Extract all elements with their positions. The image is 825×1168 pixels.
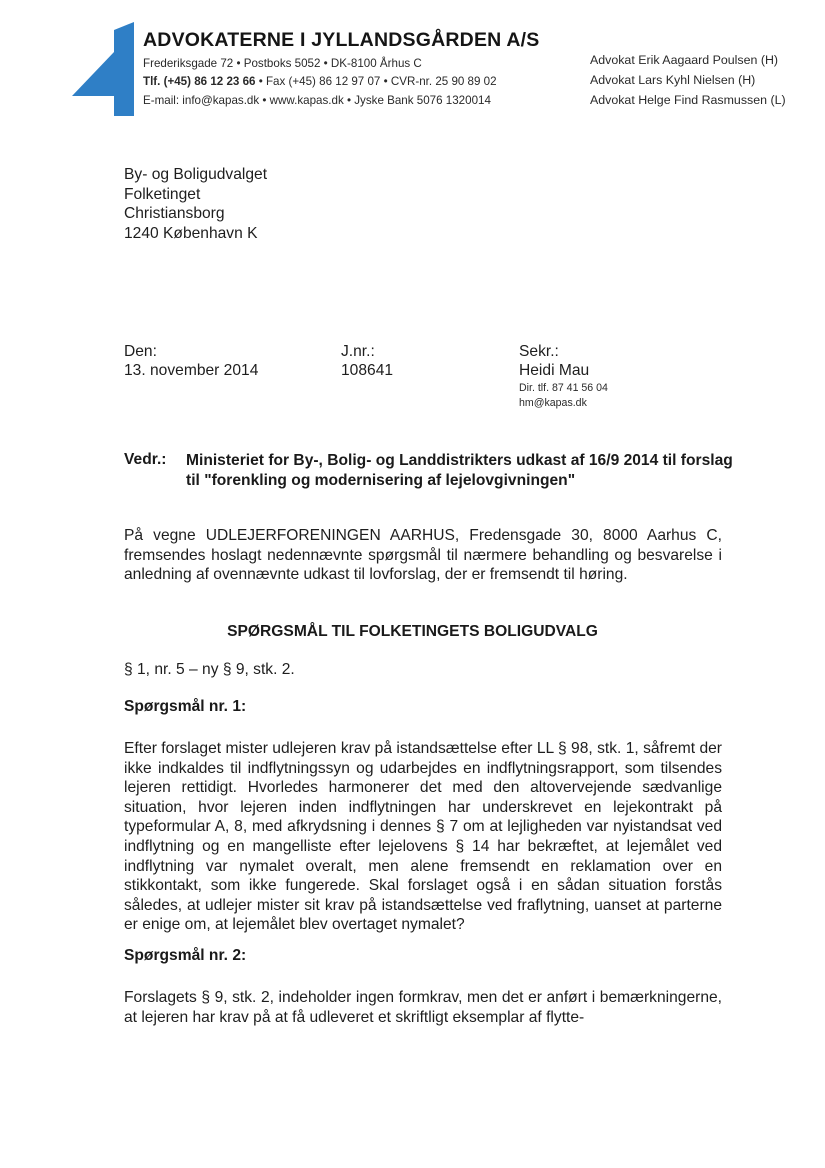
paragraph-reference: § 1, nr. 5 – ny § 9, stk. 2.	[124, 661, 295, 678]
recipient-line: 1240 København K	[124, 224, 258, 242]
question-1-heading: Spørgsmål nr. 1:	[124, 698, 247, 715]
lawyer-name: Advokat Erik Aagaard Poulsen (H)	[590, 53, 779, 67]
firm-contact: E-mail: info@kapas.dk • www.kapas.dk • Jyske Bank 5076 1320014	[143, 94, 491, 107]
firm-fax-cvr: • Fax (+45) 86 12 97 07 • CVR-nr. 25 90 89 02	[255, 75, 497, 88]
subject-text: Ministeriet for By-, Bolig- og Landdistrikters udkast af 16/9 2014 til forslag til "forenkling og modernisering af lejelovgivningen"	[186, 452, 733, 489]
question-2-text: Forslagets § 9, stk. 2, indeholder ingen formkrav, men det er anført i bemærkningerne, at lejeren har krav på at få udleveret et skriftligt eksemplar af flytte-	[124, 989, 722, 1026]
question-2-heading: Spørgsmål nr. 2:	[124, 947, 247, 964]
firm-phone-line	[143, 75, 497, 88]
jnr-label: J.nr.:	[341, 343, 375, 360]
secretary-email: hm@kapas.dk	[519, 397, 587, 409]
section-heading: SPØRGSMÅL TIL FOLKETINGETS BOLIGUDVALG	[227, 623, 598, 640]
firm-logo-icon	[70, 22, 136, 116]
firm-address: Frederiksgade 72 • Postboks 5052 • DK-8100 Århus C	[143, 57, 422, 70]
date-value: 13. november 2014	[124, 362, 259, 379]
jnr-value: 108641	[341, 362, 394, 379]
secretary-name: Heidi Mau	[519, 362, 590, 379]
subject-label: Vedr.:	[124, 451, 167, 468]
recipient-line: By- og Boligudvalget	[124, 166, 268, 183]
secretary-phone: Dir. tlf. 87 41 56 04	[519, 382, 608, 394]
recipient-line: Christiansborg	[124, 205, 225, 222]
recipient-line: Folketinget	[124, 185, 201, 203]
recipient-address	[124, 165, 267, 243]
firm-phone: Tlf. (+45) 86 12 23 66	[143, 75, 256, 88]
intro-paragraph: På vegne UDLEJERFORENINGEN AARHUS, Fredensgade 30, 8000 Aarhus C, fremsendes hoslagt nedennævnte spørgsmål til nærmere behandling og besvarelse i anledning af ovennævnte udkast til lovforslag, der er fremsendt til høring.	[124, 527, 722, 584]
lawyer-list	[590, 50, 786, 110]
secretary-label: Sekr.:	[519, 343, 559, 360]
firm-name: ADVOKATERNE I JYLLANDSGÅRDEN A/S	[143, 29, 540, 51]
date-label: Den:	[124, 343, 157, 360]
question-1-text: Efter forslaget mister udlejeren krav på istandsættelse efter LL § 98, stk. 1, såfremt der ikke indkaldes til indflytningssyn og udarbejdes en indflytningsrapport, som tilsendes lejeren rettidigt. Hvorledes harmonerer det med den altovervejende sædvanlige situation, hvor lejeren inden indflytningen har underskrevet en lejekontrakt på typeformular A, 8, med afkrydsning i dennes § 7 om at lejligheden var nyistandsat ved indflytning og en mangelliste efter lejelovens § 14 har bekræftet, at lejemålet ved indflytning var nymalet overalt, men alene fremsendt en reklamation over en stikkontakt, som ikke fungerede. Skal forslaget også i en sådan situation forstås således, at udlejer mister sit krav på istandsættelse ved fraflytning, uanset at parterne er enige om, at lejemålet blev overtaget nymalet?	[124, 740, 722, 934]
lawyer-name: Advokat Lars Kyhl Nielsen (H)	[590, 73, 756, 87]
lawyer-name: Advokat Helge Find Rasmussen (L)	[590, 93, 786, 107]
